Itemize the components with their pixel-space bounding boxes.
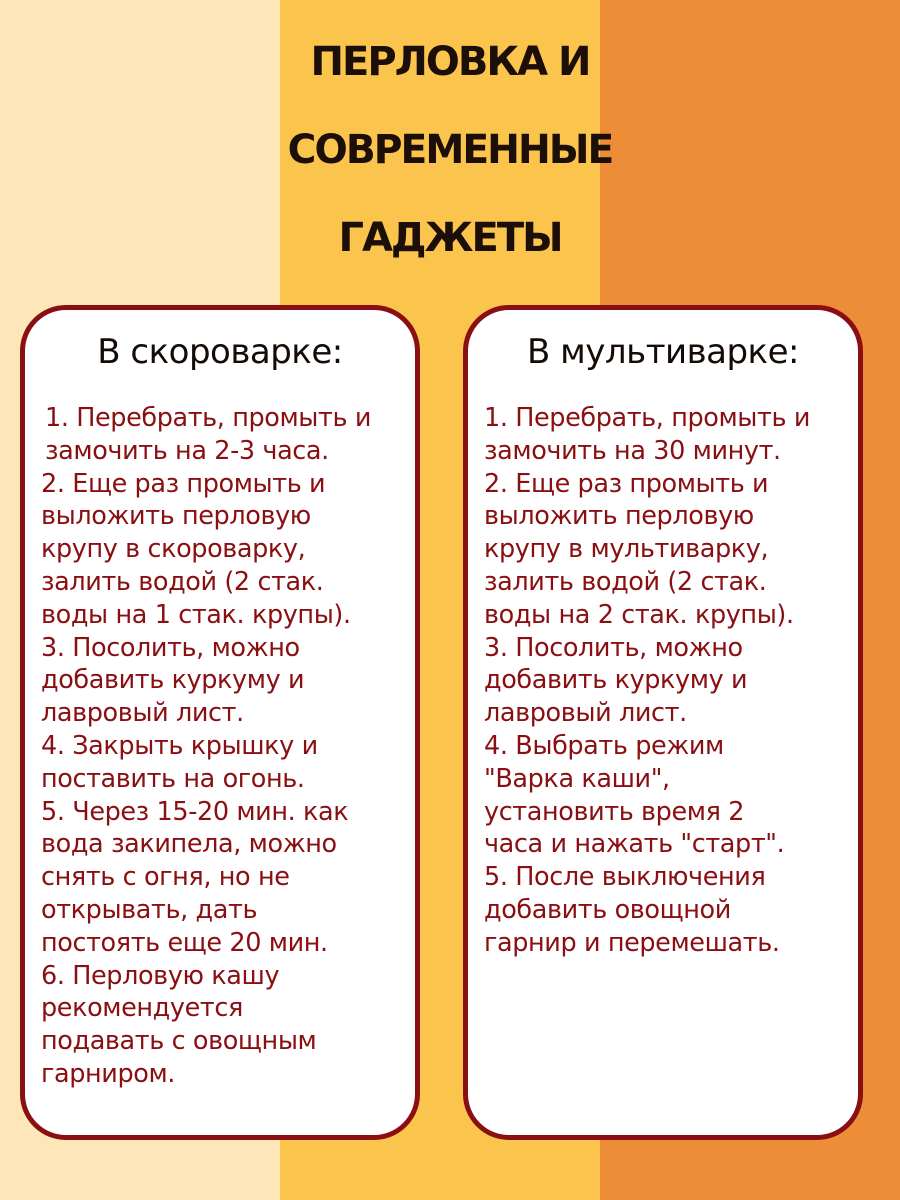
step-line: 3. Посолить, можно bbox=[41, 632, 300, 663]
pressure-cooker-card bbox=[20, 305, 420, 1140]
step-line: крупу в скороварку, bbox=[41, 534, 306, 565]
step-line: 2. Еще раз промыть и bbox=[484, 468, 769, 499]
step-line: залить водой (2 стак. bbox=[484, 566, 767, 597]
step-line: снять с огня, но не bbox=[41, 862, 290, 893]
step-line: рекомендуется bbox=[41, 993, 243, 1024]
step-line: 4. Закрыть крышку и bbox=[41, 730, 318, 761]
step-line: гарниром. bbox=[41, 1058, 175, 1089]
step-line: установить время 2 bbox=[484, 796, 745, 827]
step-line: добавить овощной bbox=[484, 894, 731, 925]
step-line: постоять еще 20 мин. bbox=[41, 927, 328, 958]
step-line: подавать с овощным bbox=[41, 1026, 317, 1057]
step-line: залить водой (2 стак. bbox=[41, 566, 324, 597]
multicooker-card bbox=[463, 305, 863, 1140]
step-line: замочить на 2-3 часа. bbox=[45, 435, 329, 466]
step-line: выложить перловую bbox=[484, 501, 754, 532]
step-line: добавить куркуму и bbox=[41, 665, 305, 696]
step-line: 5. Через 15-20 мин. как bbox=[41, 796, 349, 827]
page-title bbox=[0, 18, 900, 282]
step-line: крупу в мультиварку, bbox=[484, 534, 769, 565]
step-line: воды на 2 стак. крупы). bbox=[484, 599, 794, 630]
step-line: 1. Перебрать, промыть и bbox=[484, 403, 810, 433]
step-line: лавровый лист. bbox=[484, 698, 687, 729]
step-line: открывать, дать bbox=[41, 894, 258, 925]
step-line: поставить на огонь. bbox=[41, 763, 305, 794]
pressure-cooker-steps bbox=[41, 402, 411, 1091]
step-line: гарнир и перемешать. bbox=[484, 927, 780, 958]
step-line: добавить куркуму и bbox=[484, 665, 748, 696]
title-line-3: ГАДЖЕТЫ bbox=[338, 215, 562, 261]
step-line: 6. Перловую кашу bbox=[41, 960, 280, 991]
step-line: выложить перловую bbox=[41, 501, 311, 532]
step-line: 3. Посолить, можно bbox=[484, 632, 743, 663]
step-line: 1. Перебрать, промыть и bbox=[45, 403, 371, 433]
step-line: часа и нажать "старт". bbox=[484, 829, 785, 860]
multicooker-steps bbox=[484, 402, 854, 960]
step-line: воды на 1 стак. крупы). bbox=[41, 599, 351, 630]
step-line: вода закипела, можно bbox=[41, 829, 337, 860]
step-line: "Варка каши", bbox=[484, 763, 670, 794]
step-line: 5. После выключения bbox=[484, 862, 766, 893]
title-line-2: СОВРЕМЕННЫЕ bbox=[287, 127, 613, 173]
step-line: лавровый лист. bbox=[41, 698, 244, 729]
step-line: замочить на 30 минут. bbox=[484, 435, 781, 466]
pressure-cooker-heading: В скороварке: bbox=[97, 332, 343, 372]
title-line-1: ПЕРЛОВКА И bbox=[310, 39, 590, 85]
step-line: 2. Еще раз промыть и bbox=[41, 468, 326, 499]
multicooker-heading: В мультиварке: bbox=[527, 332, 799, 372]
step-line: 4. Выбрать режим bbox=[484, 730, 724, 761]
